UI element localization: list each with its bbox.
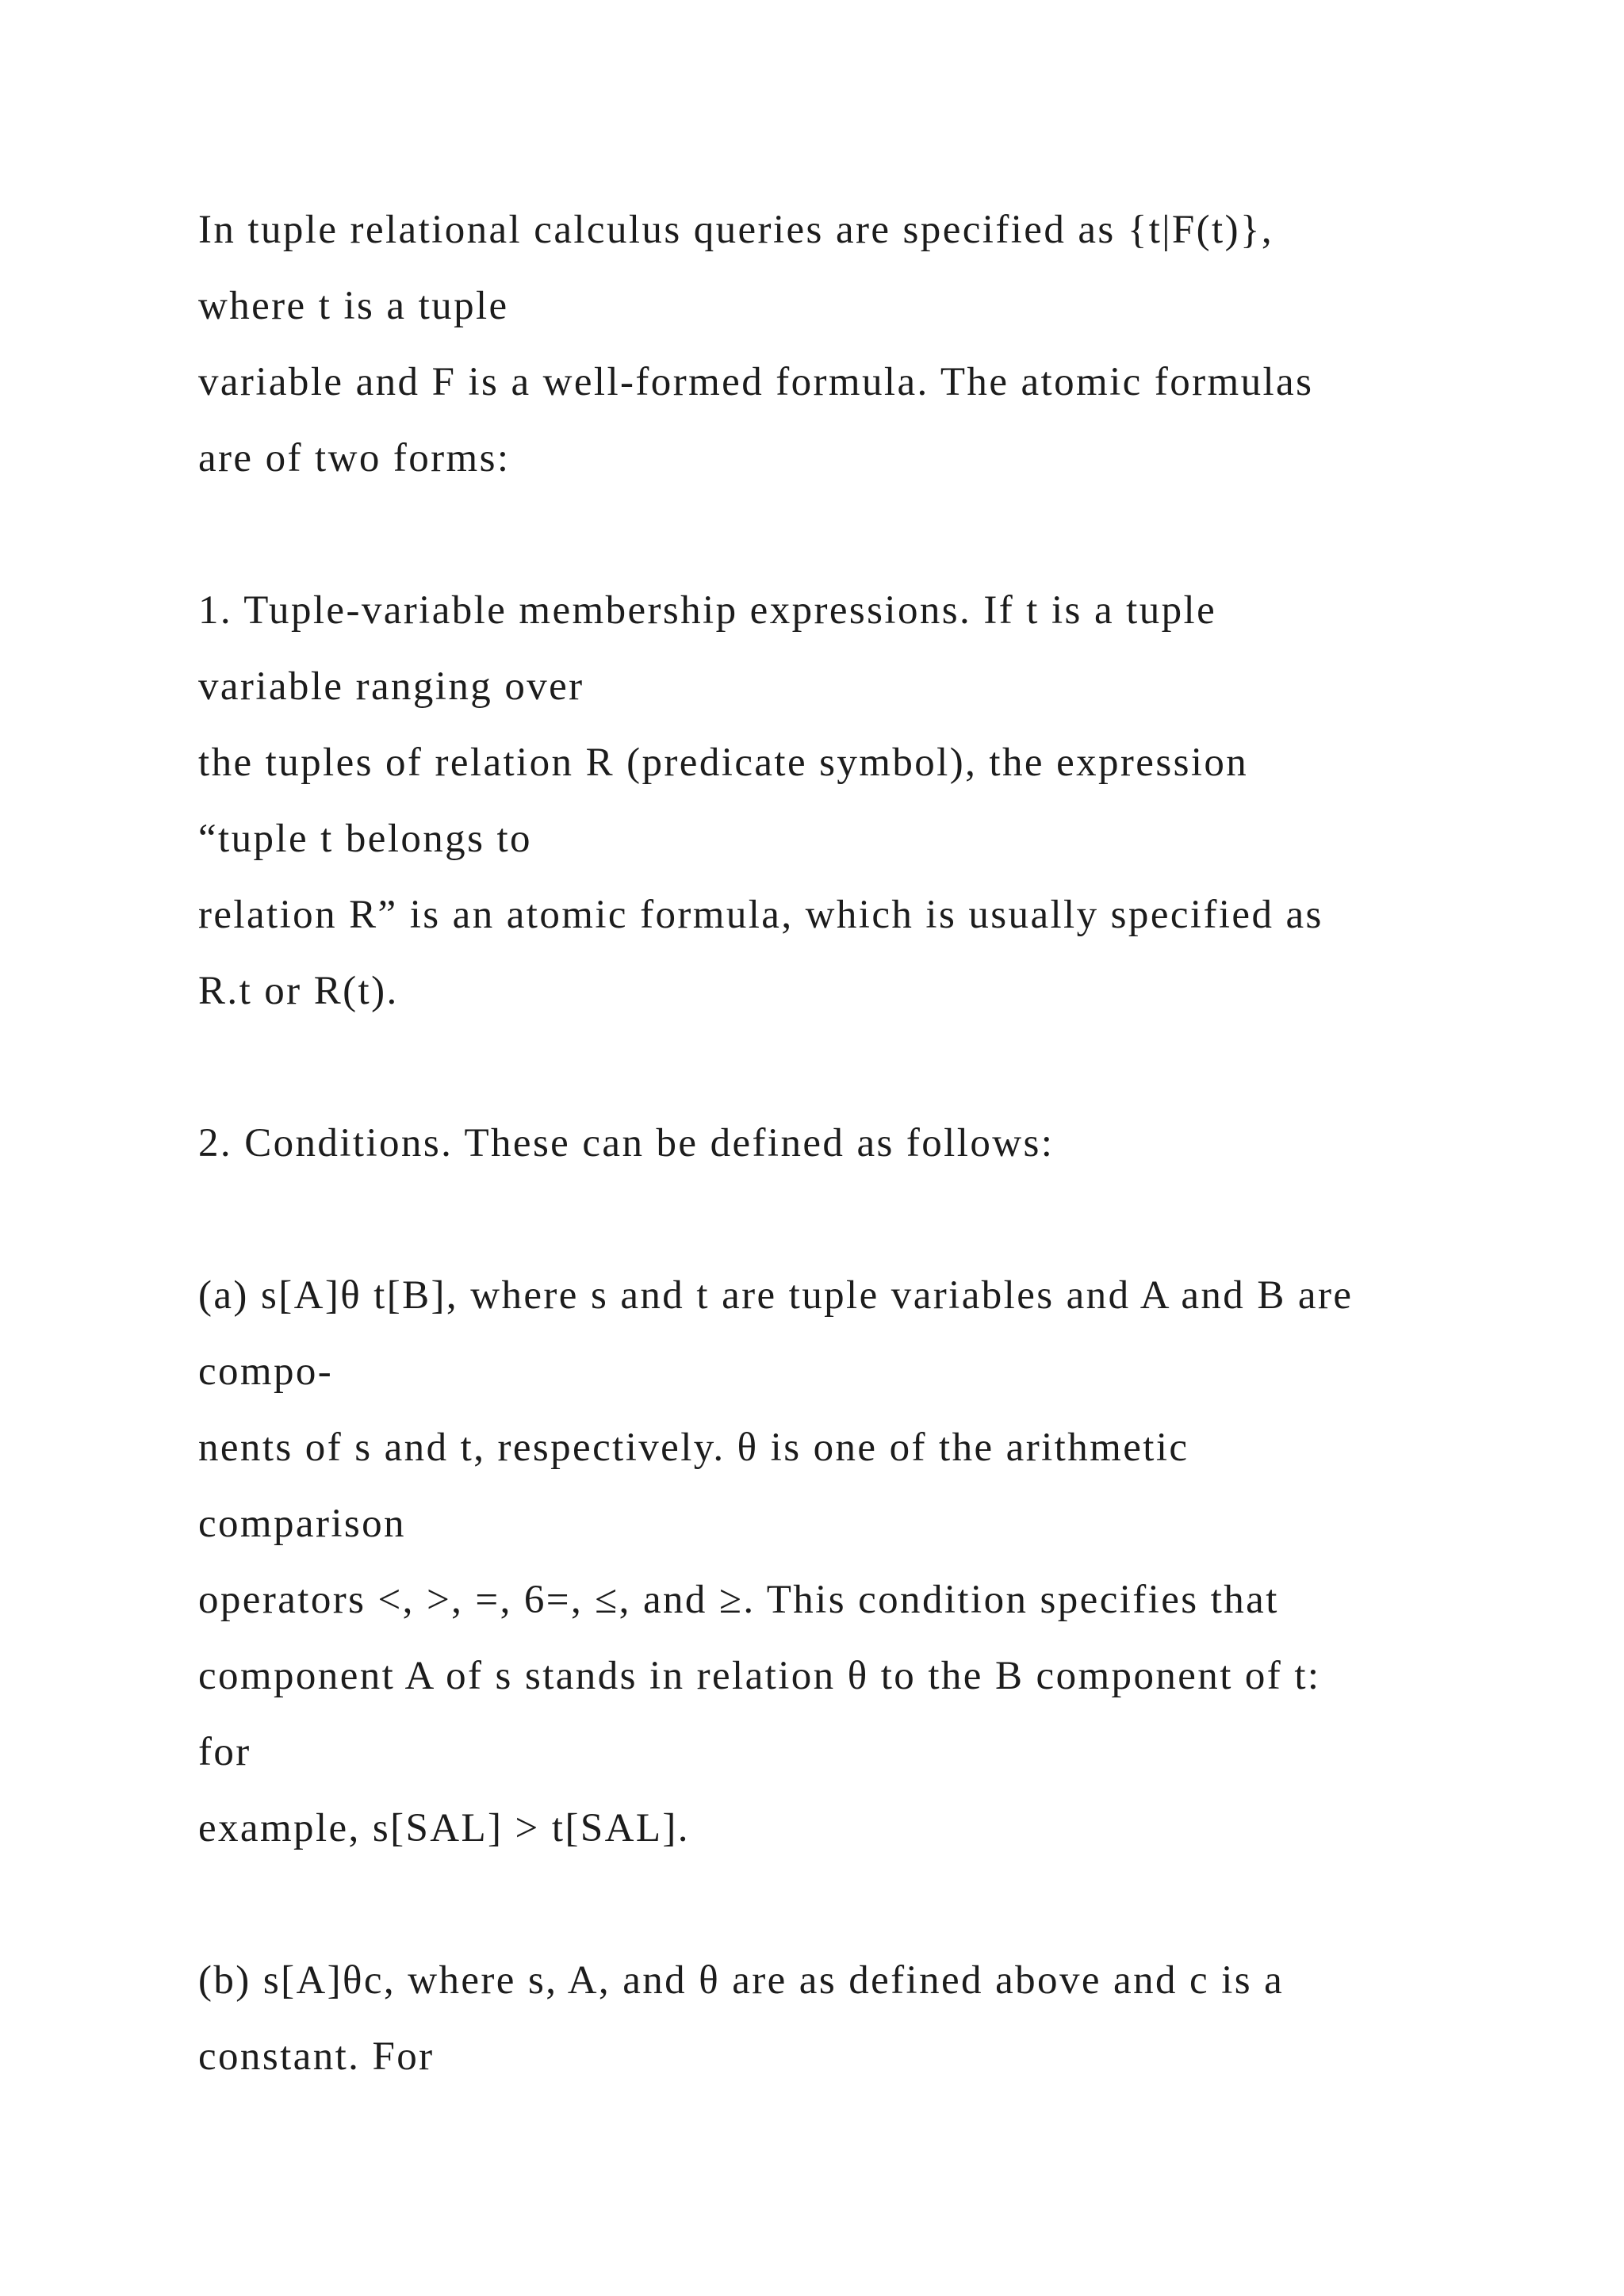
text-line: In tuple relational calculus queries are specified as {t|F(t)}, [198, 208, 1274, 252]
text-line: (b) s[A]θc, where s, A, and θ are as defined above and c is a [198, 1958, 1285, 2003]
text-line: component A of s stands in relation θ to the B component of t: [198, 1654, 1321, 1698]
blank-line [198, 1866, 1499, 1942]
blank-line [198, 1181, 1499, 1257]
text-line: 2. Conditions. These can be defined as follows: [198, 1121, 1055, 1165]
text-line: R.t or R(t). [198, 969, 399, 1013]
text-line: are of two forms: [198, 436, 511, 480]
text-line: variable ranging over [198, 664, 584, 709]
text-line: constant. For [198, 2034, 435, 2079]
text-line: where t is a tuple [198, 284, 509, 328]
text-line: comparison [198, 1502, 406, 1546]
blank-line [198, 496, 1499, 572]
text-line: for [198, 1730, 251, 1774]
text-line: example, s[SAL] > t[SAL]. [198, 1806, 690, 1850]
text-line: the tuples of relation R (predicate symbol), the expression [198, 740, 1249, 785]
text-line: operators <, >, =, 6=, ≤, and ≥. This condition specifies that [198, 1578, 1279, 1622]
text-line: relation R” is an atomic formula, which is usually specified as [198, 893, 1323, 937]
text-line: variable and F is a well-formed formula. The atomic formulas [198, 360, 1314, 404]
document-body [198, 192, 1499, 2095]
text-line: (a) s[A]θ t[B], where s and t are tuple variables and A and B are [198, 1273, 1354, 1318]
text-line: “tuple t belongs to [198, 817, 532, 861]
text-line: nents of s and t, respectively. θ is one of the arithmetic [198, 1425, 1189, 1470]
text-line: 1. Tuple-variable membership expressions. If t is a tuple [198, 588, 1217, 633]
text-line: compo- [198, 1349, 334, 1394]
blank-line [198, 1029, 1499, 1105]
